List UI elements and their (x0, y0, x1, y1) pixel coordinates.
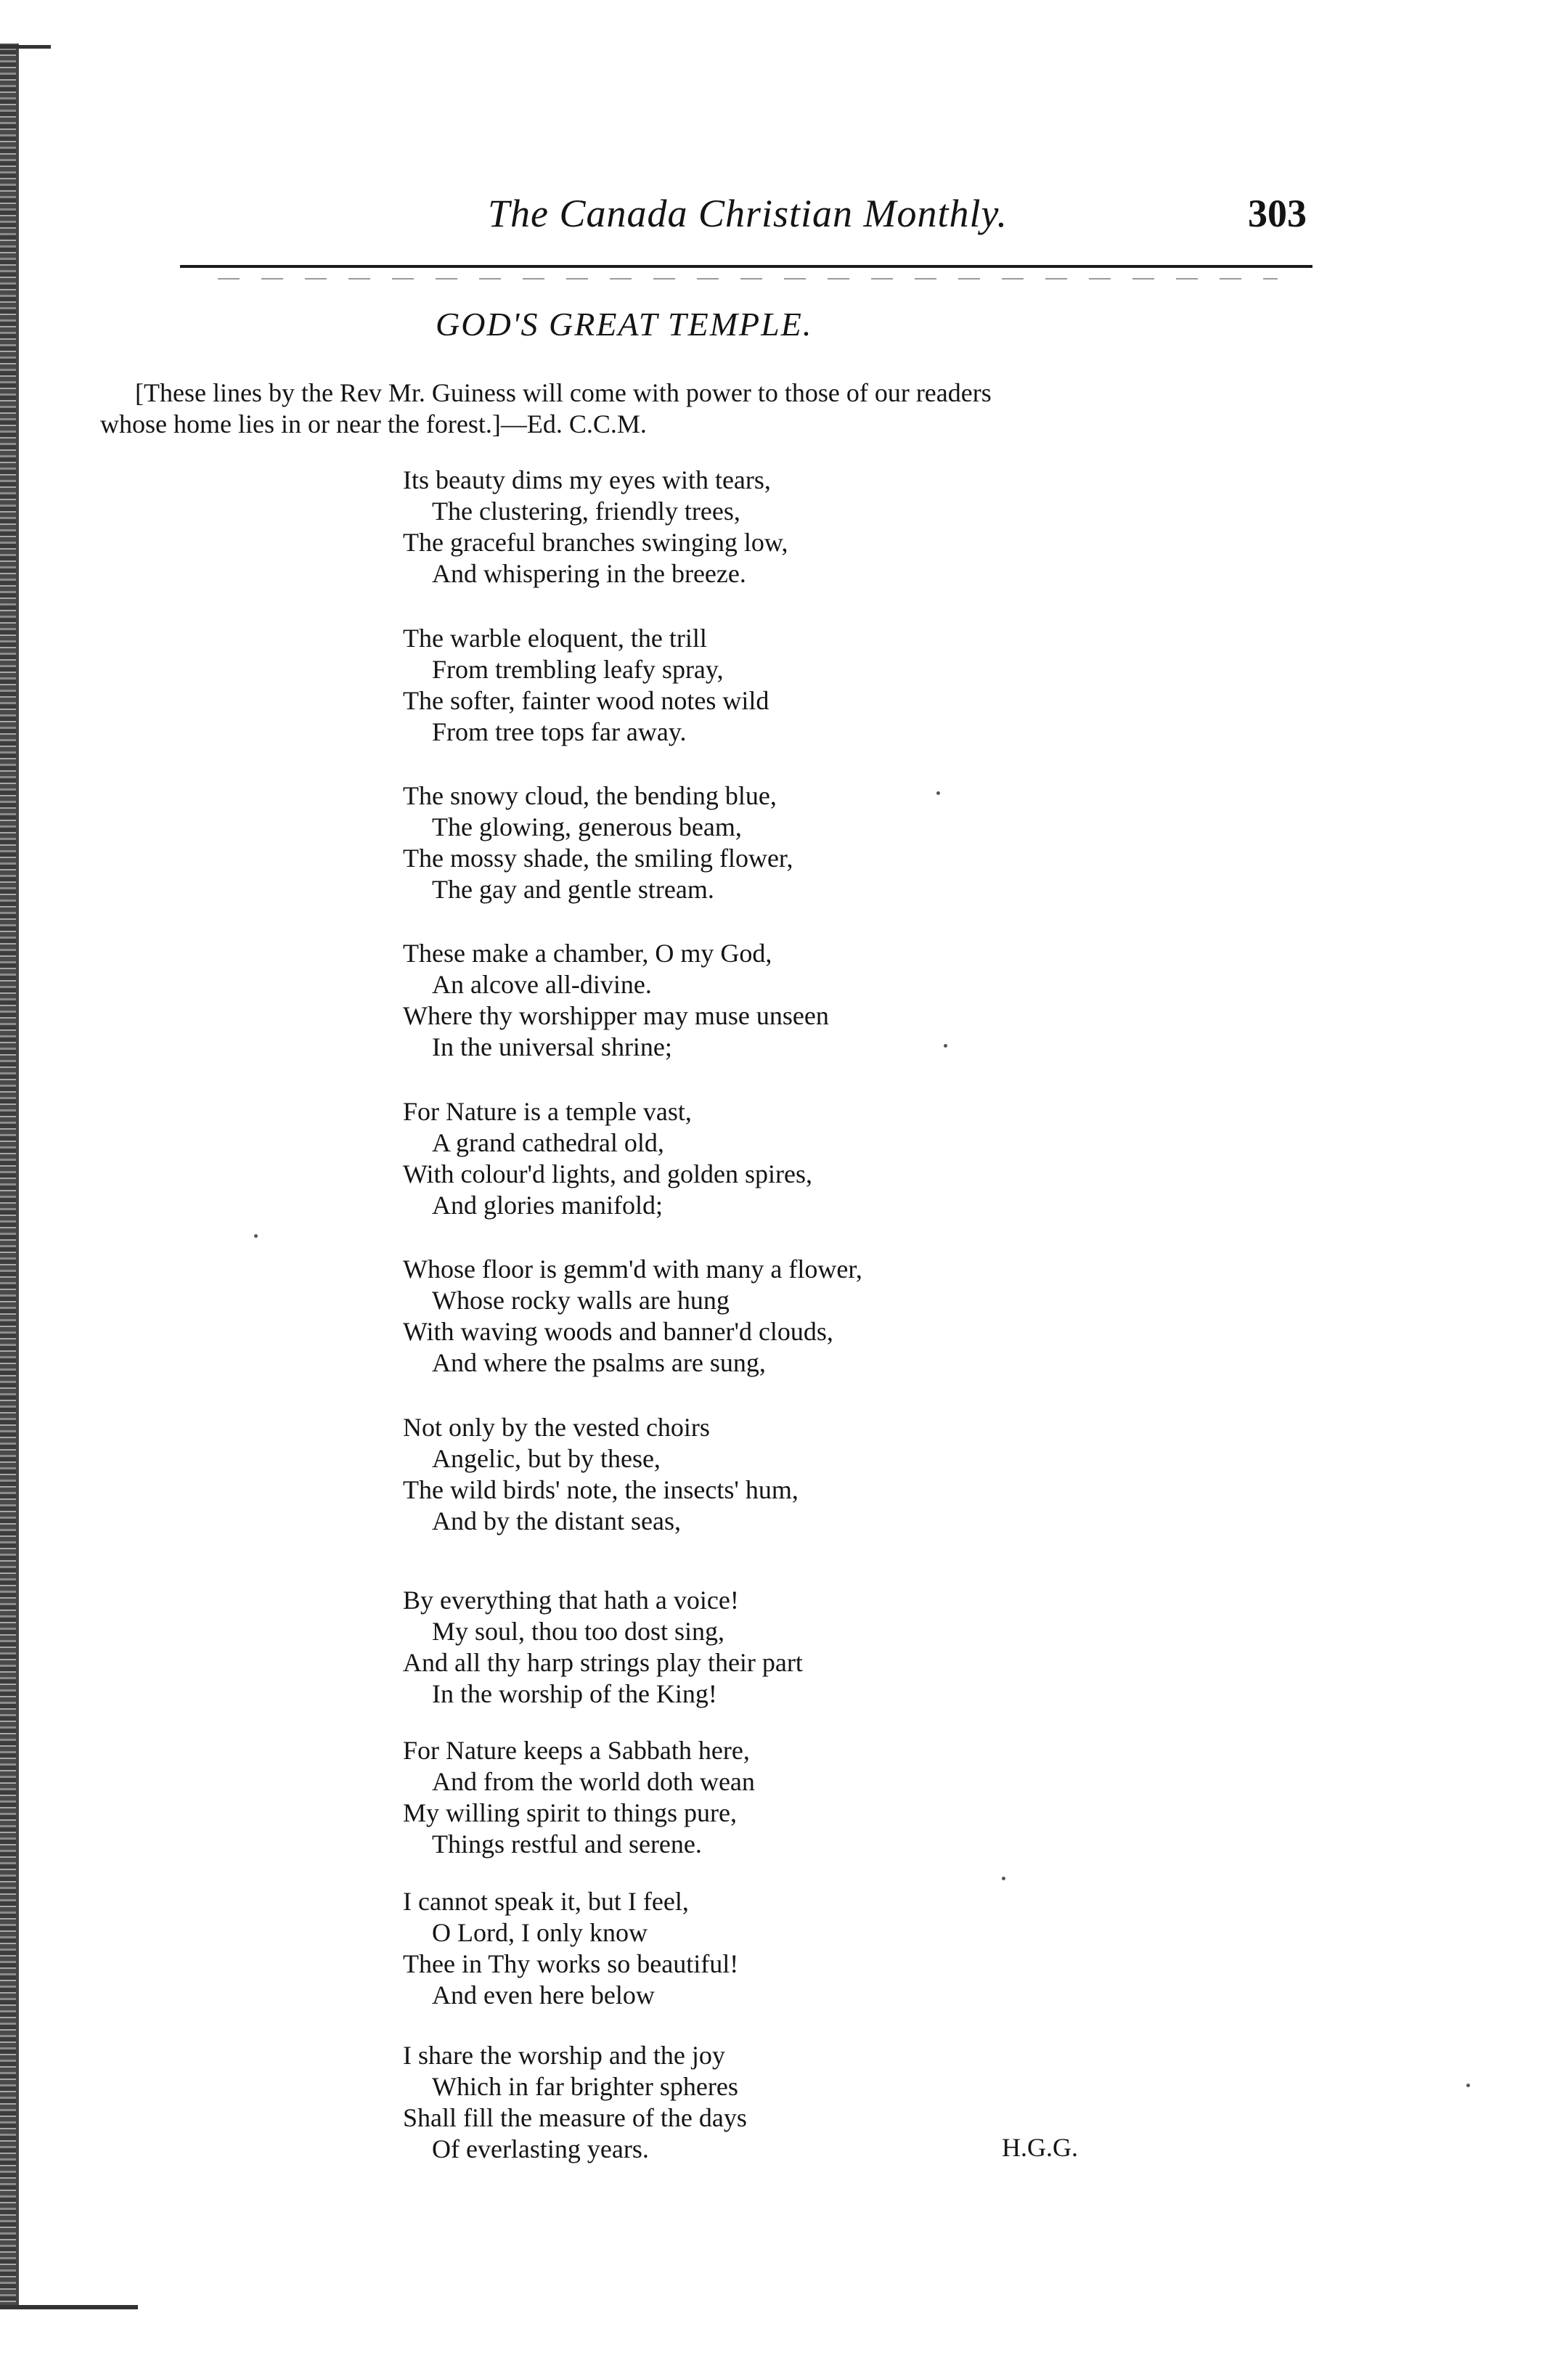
poem-line: The warble eloquent, the trill (403, 624, 707, 653)
poem-line: And where the psalms are sung, (432, 1348, 766, 1377)
binding-bottom-mark (0, 2305, 138, 2309)
poem-line: The graceful branches swinging low, (403, 528, 788, 557)
binding-edge (16, 44, 19, 2309)
poem-line: And all thy harp strings play their part (403, 1648, 803, 1677)
print-speck (936, 791, 940, 795)
poem-line: These make a chamber, O my God, (403, 939, 772, 968)
stanza (403, 1886, 1129, 2011)
poem-title: GOD'S GREAT TEMPLE. (436, 306, 813, 343)
binding-top-mark (0, 45, 51, 49)
poem-line: Its beauty dims my eyes with tears, (403, 465, 771, 494)
poem-line: With colour'd lights, and golden spires, (403, 1159, 812, 1188)
poem-line: My willing spirit to things pure, (403, 1798, 738, 1827)
header-rule-faint (218, 278, 1278, 280)
poem-line: And by the distant seas, (432, 1506, 681, 1535)
poem-line: My soul, thou too dost sing, (432, 1617, 725, 1646)
book-binding (0, 44, 16, 2309)
running-title: The Canada Christian Monthly. (487, 192, 1008, 235)
poem-line: The clustering, friendly trees, (432, 497, 740, 526)
print-speck (1002, 1877, 1005, 1880)
stanza (403, 465, 1129, 590)
poem-line: For Nature keeps a Sabbath here, (403, 1736, 750, 1765)
stanza (403, 1096, 1129, 1221)
poem-line: Not only by the vested choirs (403, 1413, 710, 1442)
editor-note-line: [These lines by the Rev Mr. Guiness will come with power to those of our readers (135, 378, 992, 407)
page-header (189, 185, 1307, 258)
stanza (403, 1412, 1129, 1537)
print-speck (944, 1044, 947, 1048)
print-speck (254, 1234, 258, 1238)
poem-line: The snowy cloud, the bending blue, (403, 781, 777, 810)
poem-line: From tree tops far away. (432, 717, 687, 746)
poem-line: O Lord, I only know (432, 1918, 648, 1947)
poem-line: And glories manifold; (432, 1191, 663, 1220)
poem-line: Where thy worshipper may muse unseen (403, 1001, 829, 1030)
poem-line: I cannot speak it, but I feel, (403, 1887, 689, 1916)
author-signature: H.G.G. (1002, 2133, 1078, 2162)
poem-line: Angelic, but by these, (432, 1444, 661, 1473)
poem-line: And even here below (432, 1980, 655, 2010)
editor-note (100, 378, 1291, 440)
poem-line: The mossy shade, the smiling flower, (403, 844, 793, 873)
poem-line: An alcove all-divine. (432, 970, 652, 999)
poem-line: Which in far brighter spheres (432, 2072, 738, 2101)
poem-line: And from the world doth wean (432, 1767, 755, 1796)
poem-line: The gay and gentle stream. (432, 875, 714, 904)
poem-line: Shall fill the measure of the days (403, 2103, 747, 2132)
poem-line: The glowing, generous beam, (432, 812, 742, 841)
print-speck (1466, 2084, 1470, 2087)
poem-line: Whose rocky walls are hung (432, 1286, 730, 1315)
poem-line: I share the worship and the joy (403, 2041, 725, 2070)
poem-line: And whispering in the breeze. (432, 559, 746, 588)
editor-note-line: whose home lies in or near the forest.]—Ed. C.C.M. (100, 409, 647, 438)
stanza (403, 1254, 1129, 1379)
poem-line: Whose floor is gemm'd with many a flower, (403, 1255, 862, 1284)
stanza (403, 1585, 1129, 1710)
poem-line: For Nature is a temple vast, (403, 1097, 692, 1126)
page-number: 303 (1248, 192, 1307, 235)
poem-line: Things restful and serene. (432, 1829, 702, 1859)
poem-line: From trembling leafy spray, (432, 655, 724, 684)
header-rule (180, 265, 1312, 268)
poem-line: In the worship of the King! (432, 1679, 717, 1708)
poem-line: A grand cathedral old, (432, 1128, 664, 1157)
poem-line: The wild birds' note, the insects' hum, (403, 1475, 799, 1504)
poem-line: Of everlasting years. (432, 2134, 649, 2163)
poem-line: Thee in Thy works so beautiful! (403, 1949, 739, 1978)
stanza (403, 938, 1129, 1063)
stanza (403, 1735, 1129, 1860)
poem-line: With waving woods and banner'd clouds, (403, 1317, 833, 1346)
stanza (403, 780, 1129, 905)
poem-line: In the universal shrine; (432, 1032, 672, 1061)
poem-line: By everything that hath a voice! (403, 1586, 739, 1615)
poem-line: The softer, fainter wood notes wild (403, 686, 769, 715)
stanza (403, 623, 1129, 748)
